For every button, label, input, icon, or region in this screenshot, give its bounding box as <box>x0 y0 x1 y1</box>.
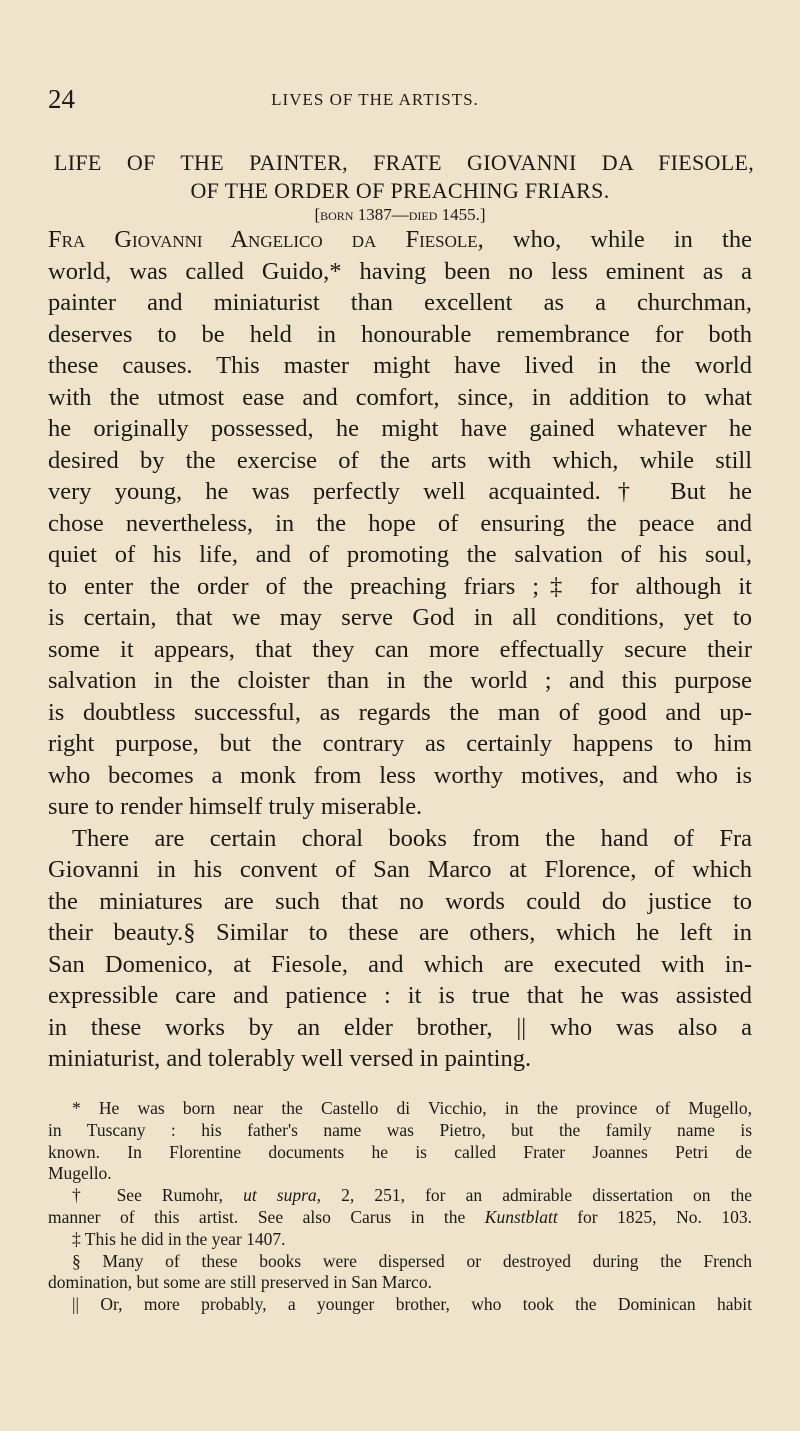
body-line <box>48 856 752 886</box>
body-line <box>48 793 752 823</box>
chapter-title-line-1: LIFE OF THE PAINTER, FRATE GIOVANNI DA FIESOLE, <box>54 150 754 175</box>
body-line-text: their beauty.§ Similar to these are others, which he left in <box>48 919 752 946</box>
body-line <box>48 258 752 288</box>
body-line-text: desired by the exercise of the arts with which, while still <box>48 446 752 474</box>
body-line-text: he originally possessed, he might have gained whatever he <box>48 415 752 442</box>
body-line <box>48 289 752 319</box>
body-line-text: expressible care and patience : it is true that he was assisted <box>48 982 752 1009</box>
body-line <box>48 447 752 477</box>
body-line-text: who becomes a monk from less worthy motives, and who is <box>48 761 752 789</box>
body-line <box>48 636 752 666</box>
body-line-text: San Domenico, at Fiesole, and which are executed with in- <box>48 950 752 978</box>
body-line <box>48 541 752 571</box>
page-number: 24 <box>48 84 75 114</box>
running-title: LIVES OF THE ARTISTS. <box>271 90 479 109</box>
body-line-text: miniaturist, and tolerably well versed in painting. <box>48 1045 532 1072</box>
body-line-text: There are certain choral books from the hand of Fra <box>72 824 752 852</box>
body-line-text: who, while in the <box>483 226 752 253</box>
body-line <box>48 888 752 918</box>
body-line <box>48 1014 752 1044</box>
body-line <box>48 352 752 382</box>
body-line-text: salvation in the cloister than in the world ; and this purpose <box>48 667 752 694</box>
body-line-text: to enter the order of the preaching friars ;‡ for although it <box>48 572 752 600</box>
body-line-text: very young, he was perfectly well acquainted.† But he <box>48 478 752 505</box>
footnote-line-text: manner of this artist. See also Carus in the <box>48 1207 485 1227</box>
body-line-text: deserves to be held in honourable remembrance for both <box>48 320 752 348</box>
footnote-line <box>72 1185 752 1207</box>
body-line <box>48 415 752 445</box>
body-line <box>48 478 752 508</box>
footnote-line <box>72 1251 752 1273</box>
body-line <box>48 604 752 634</box>
body-line <box>48 699 752 729</box>
body-line <box>48 730 752 760</box>
footnote-line-text: Kunstblatt <box>484 1207 558 1227</box>
born-label: [born <box>314 205 354 224</box>
footnote-line-text: domination, but some are still preserved in San Marco. <box>48 1272 432 1293</box>
footnote-line-text: † See Rumohr, <box>72 1185 244 1206</box>
footnote-line-text: for 1825, No. 103. <box>557 1207 752 1227</box>
died-year: 1455.] <box>441 205 486 224</box>
chapter-title-line-2: OF THE ORDER OF PREACHING FRIARS. <box>190 178 610 203</box>
life-dates <box>0 205 800 225</box>
footnote-line <box>48 1142 752 1164</box>
footnote-line-text: * He was born near the Castello di Vicchio, in the province of Mugello, <box>72 1098 752 1118</box>
footnote-line-text: || Or, more probably, a younger brother, who took the Dominican habit <box>72 1294 752 1315</box>
footnote-line <box>72 1098 752 1120</box>
body-line-text: is doubtless successful, as regards the man of good and up- <box>48 698 752 726</box>
footnote-line-text: known. In Florentine documents he is called Frater Joannes Petri de <box>48 1141 752 1162</box>
footnote-line <box>48 1272 752 1294</box>
body-line-text: quiet of his life, and of promoting the salvation of his soul, <box>48 541 752 568</box>
died-label: died <box>408 205 438 224</box>
body-line-text: Fra Giovanni Angelico da Fiesole, <box>48 226 484 253</box>
body-line-text: is certain, that we may serve God in all conditions, yet to <box>48 604 752 631</box>
body-line <box>48 919 752 949</box>
footnote-line <box>72 1229 752 1251</box>
body-line-text: with the utmost ease and comfort, since, in addition to what <box>48 383 752 411</box>
footnote-line-text: ut supra <box>243 1185 317 1206</box>
footnote-line-text: , 2, 251, for an admirable dissertation on the <box>316 1185 753 1206</box>
footnote-line <box>48 1207 752 1229</box>
footnote-line <box>72 1294 752 1316</box>
body-line <box>48 510 752 540</box>
born-year: 1387— <box>357 205 409 224</box>
body-line <box>72 825 752 855</box>
body-line-text: some it appears, that they can more effectually secure their <box>48 635 752 663</box>
body-line <box>48 1045 752 1075</box>
footnote-line-text: § Many of these books were dispersed or destroyed during the French <box>72 1250 752 1271</box>
body-line <box>48 321 752 351</box>
body-line <box>48 573 752 603</box>
body-line <box>48 982 752 1012</box>
body-line <box>48 667 752 697</box>
footnote-line-text: Mugello. <box>48 1163 112 1184</box>
body-line-text: these causes. This master might have lived in the world <box>48 352 752 379</box>
footnote-line <box>48 1120 752 1142</box>
footnote-line-text: ‡ This he did in the year 1407. <box>72 1228 286 1249</box>
body-line-text: chose nevertheless, in the hope of ensuring the peace and <box>48 509 752 537</box>
body-line-text: the miniatures are such that no words could do justice to <box>48 887 752 915</box>
body-line <box>48 762 752 792</box>
body-line-text: right purpose, but the contrary as certainly happens to him <box>48 730 752 757</box>
body-line-text: world, was called Guido,* having been no less eminent as a <box>48 257 752 285</box>
body-line-text: Giovanni in his convent of San Marco at Florence, of which <box>48 856 752 883</box>
body-line-text: in these works by an elder brother, || who was also a <box>48 1013 752 1041</box>
body-line <box>48 951 752 981</box>
footnote-line-text: in Tuscany : his father's name was Pietro, but the family name is <box>48 1119 752 1140</box>
body-line-text: painter and miniaturist than excellent as a churchman, <box>48 289 752 316</box>
body-line <box>48 226 752 256</box>
footnote-line <box>48 1163 752 1185</box>
body-line <box>48 384 752 414</box>
body-line-text: sure to render himself truly miserable. <box>48 793 423 820</box>
